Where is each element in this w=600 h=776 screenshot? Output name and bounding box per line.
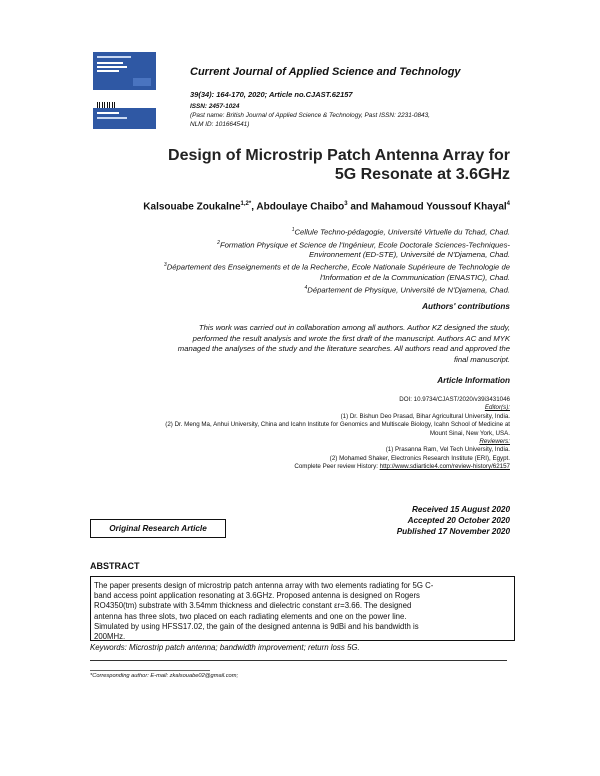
keywords: Keywords: Microstrip patch antenna; bandwidth improvement; return loss 5G. bbox=[90, 643, 360, 652]
author-name: Kalsouabe Zoukalne bbox=[143, 201, 241, 213]
corresponding-author: *Corresponding author: E-mail: zkalsouabe02@gmail.com; bbox=[90, 673, 239, 679]
contributions-heading: Authors' contributions bbox=[422, 302, 510, 311]
doi: DOI: 10.9734/CJAST/2020/v39i3431046 bbox=[399, 396, 510, 403]
contributions-text: This work was carried out in collaboration among all authors. Author KZ designed the study, performed the result analysis and wrote the first draft of the manuscript. Authors AC and MYK managed the analyses of the study and the literature searches. All authors read and approved the final manuscript. bbox=[177, 323, 510, 364]
journal-name: Current Journal of Applied Science and Technology bbox=[190, 66, 461, 78]
footnote-divider bbox=[90, 670, 210, 671]
review-history-link[interactable]: http://www.sdiarticle4.com/review-history/62157 bbox=[379, 463, 510, 471]
journal-logo bbox=[93, 108, 156, 129]
issn-line: ISSN: 2457-1024 bbox=[190, 103, 240, 110]
article-info-block: DOI: 10.9734/CJAST/2020/v39i3431046 Editor(s): (1) Dr. Bishun Deo Prasad, Bihar Agricultural University, India. (2) Dr. Meng Ma, Anhui University, China and Icahn Institute for Genomics and Multiscale Biology, Icahn School of Medicine at Mount Sinai, New York, USA. Reviewers: (1) Prasanna Ram, Vel Tech University, India. (2) Mohamed Shaker, Electronics Research Institute (ERI), Egypt. Complete Peer review History: http://www.sdiarticle4.com/review-history/62157 bbox=[70, 396, 510, 472]
reviewers-heading: Reviewers: bbox=[479, 438, 510, 446]
author-name: Mahamoud Youssouf Khayal bbox=[370, 201, 507, 213]
affiliations: $^1$Cellule Techno-pédagogie, Université Virtuelle du Tchad, Chad. $^2$Formation Physique et Science de l'Ingénieur, Ecole Doctorale Sciences-Techniques- Environnement (ED-STE), Université de N'Djamena, Chad. $^3$Département des Enseignements et de la Recherche, Ecole Nationale Supérieure de Technologie de l'Information et de la Communication (ENASTIC), Chad. $^4$Département de Physique, Université de N'Djamena, Chad. bbox=[163, 227, 510, 295]
author-list: Kalsouabe Zoukalne$^{1,2*}$, Abdoulaye Chaibo$^3$ and Mahamoud Youssouf Khayal$^4$ bbox=[143, 201, 510, 213]
author-name: Abdoulaye Chaibo bbox=[256, 201, 345, 213]
journal-cover-image bbox=[93, 52, 156, 90]
article-info-heading: Article Information bbox=[437, 376, 510, 385]
issue-line: 39(34): 164-170, 2020; Article no.CJAST.62157 bbox=[190, 90, 353, 99]
publication-dates: Received 15 August 2020 Accepted 20 October 2020 Published 17 November 2020 bbox=[396, 505, 510, 536]
divider bbox=[90, 660, 507, 661]
formerly-note: (Past name: British Journal of Applied Science & Technology, Past ISSN: 2231-0843, NLM ID: 101664541) bbox=[190, 112, 430, 128]
article-type-badge: Original Research Article bbox=[90, 519, 226, 538]
abstract-heading: ABSTRACT bbox=[90, 561, 140, 571]
editors-heading: Editor(s): bbox=[484, 404, 510, 412]
paper-title: Design of Microstrip Patch Antenna Array for 5G Resonate at 3.6GHz bbox=[168, 147, 510, 183]
abstract-box: The paper presents design of microstrip patch antenna array with two elements radiating for 5G C- band access point application resonating at 3.6GHz. Proposed antenna is designed on Rogers RO4350(tm) substrate with 3.54mm thickness and dielectric constant εr=3.66. The designed antenna has three slots, two placed on each radiating elements and one on the power line. Simulated by using HFSS17.02, the gain of the designed antenna is 9dBi and his bandwidth is 200MHz. bbox=[90, 576, 515, 641]
